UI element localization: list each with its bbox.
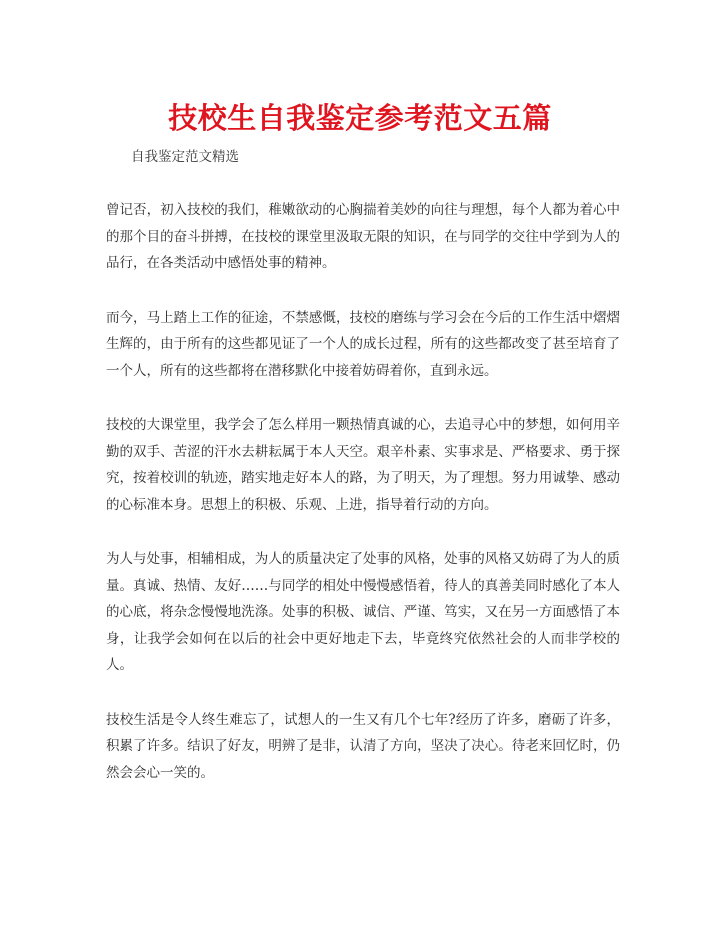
document-title: 技校生自我鉴定参考范文五篇	[168, 101, 552, 135]
paragraph-5: 技校生活是令人终生难忘了，试想人的一生又有几个七年?经历了许多，磨砺了许多，积累了许多。结识了好友，明辨了是非，认清了方向，坚决了决心。待老来回忆时，仍然会会心一笑的。	[106, 711, 620, 781]
paragraph-4: 为人与处事，相辅相成，为人的质量决定了处事的风格，处事的风格又妨碍了为人的质量。真诚、热情、友好……与同学的相处中慢慢感悟着，待人的真善美同时感化了本人的心底，将杂念慢慢地洗涤。处事的积极、诚信、严谨、笃实，又在另一方面感悟了本身，让我学会如何在以后的社会中更好地走下去，毕竟终究依然社会的人而非学校的人。	[106, 551, 620, 673]
document-body	[106, 197, 620, 814]
paragraph-1: 曾记否，初入技校的我们，稚嫩欲动的心胸揣着美妙的向往与理想，每个人都为着心中的那个目的奋斗拼搏，在技校的课堂里汲取无限的知识，在与同学的交往中学到为人的品行，在各类活动中感悟处事的精神。	[106, 202, 620, 271]
document-subtitle: 自我鉴定范文精选	[131, 149, 239, 165]
paragraph-3: 技校的大课堂里，我学会了怎么样用一颗热情真诚的心，去追寻心中的梦想，如何用辛勤的双手、苦涩的汗水去耕耘属于本人天空。艰辛朴素、实事求是、严格要求、勇于探究，按着校训的轨迹，踏实地走好本人的路，为了明天，为了理想。努力用诚挚、感动的心标准本身。思想上的积极、乐观、上进，指导着行动的方向。	[106, 417, 620, 513]
paragraph-2: 而今，马上踏上工作的征途，不禁感慨，技校的磨练与学习会在今后的工作生活中熠熠生辉的，由于所有的这些都见证了一个人的成长过程，所有的这些都改变了甚至培育了一个人，所有的这些都将在潜移默化中接着妨碍着你，直到永远。	[106, 309, 620, 379]
